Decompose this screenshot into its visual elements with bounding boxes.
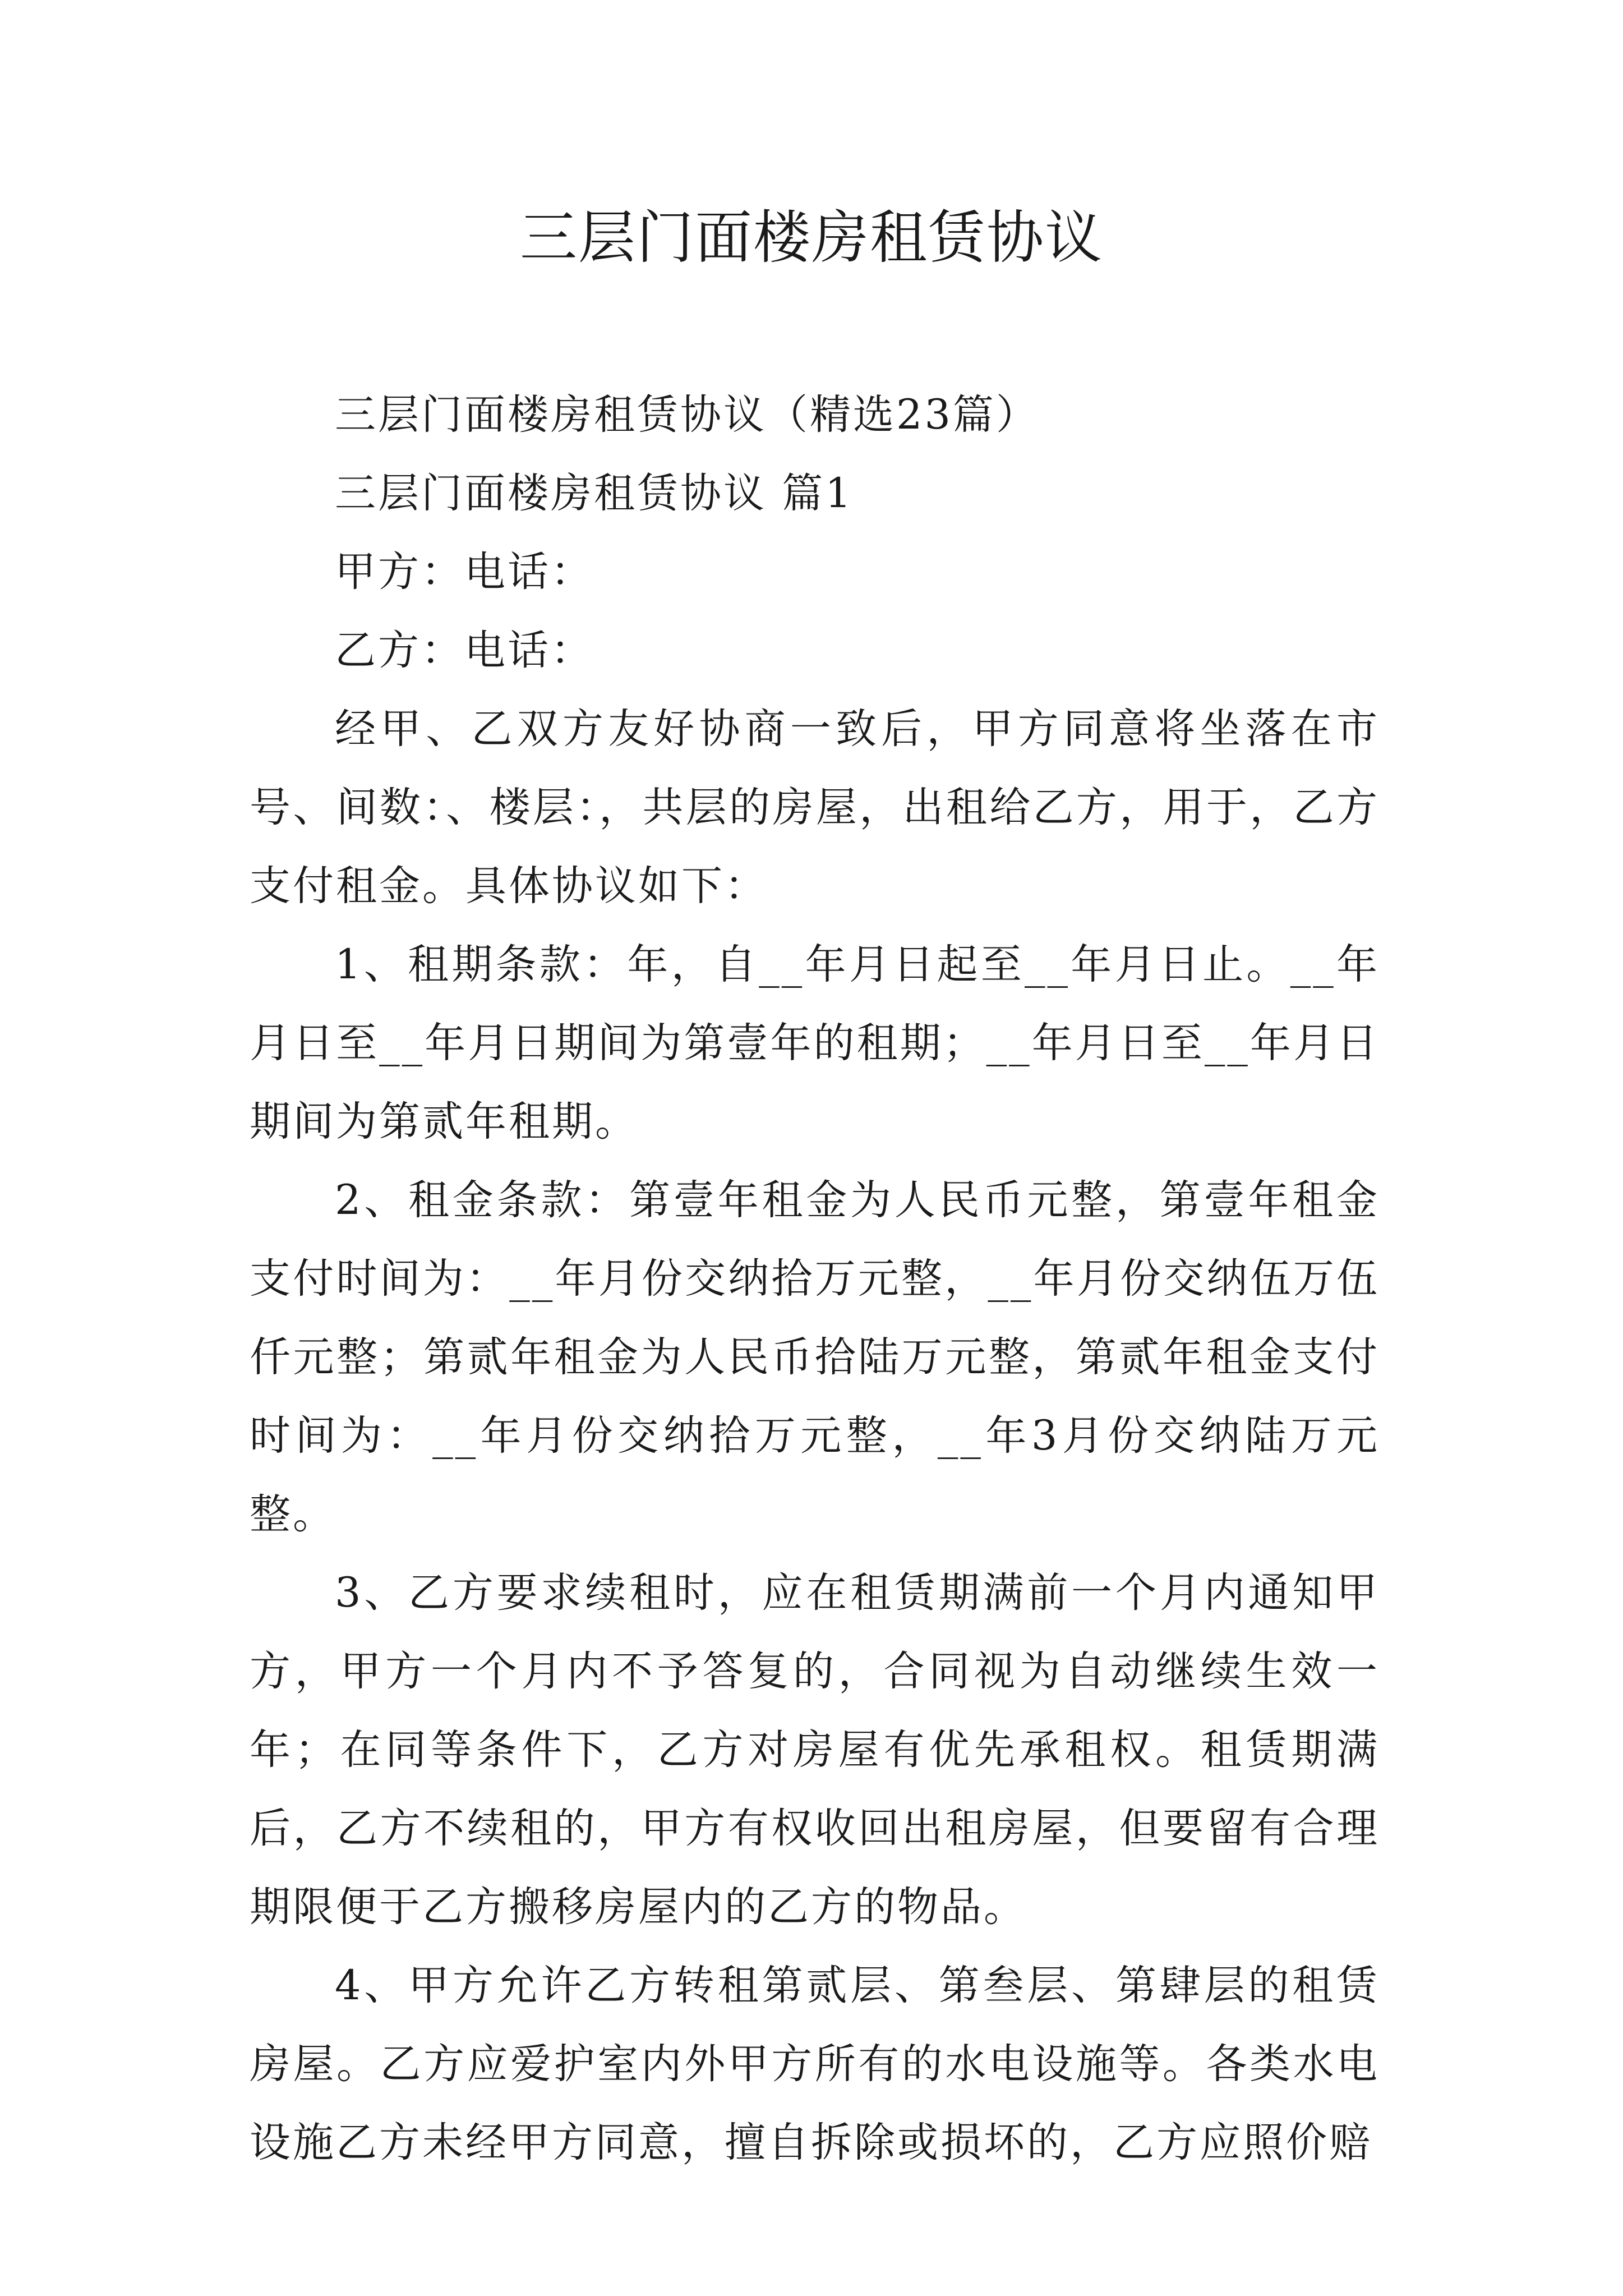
party-a-line: 甲方：电话： (335, 548, 594, 596)
document-body (250, 376, 1380, 2182)
paragraph-clause-1: 1、租期条款：年，自__年月日起至__年月日止。__年月日至__年月日期间为第壹年的租期；__年月日至__年月日期间为第贰年租期。 (250, 941, 1380, 1145)
document-subtitle: 三层门面楼房租赁协议（精选23篇） (335, 391, 1039, 439)
paragraph-intro: 经甲、乙双方友好协商一致后，甲方同意将坐落在市号、间数：、楼层：，共层的房屋，出租给乙方，用于，乙方支付租金。具体协议如下： (250, 705, 1380, 910)
paragraph-clause-2: 2、租金条款：第壹年租金为人民币元整，第壹年租金支付时间为：__年月份交纳拾万元整，__年月份交纳伍万伍仟元整；第贰年租金为人民币拾陆万元整，第贰年租金支付时间为：__年月份交纳拾万元整，__年3月份交纳陆万元整。 (250, 1176, 1380, 1538)
party-b-line: 乙方：电话： (335, 627, 594, 674)
document-title: 三层门面楼房租赁协议 (520, 205, 1103, 272)
paragraph-clause-4: 4、甲方允许乙方转租第贰层、第叁层、第肆层的租赁房屋。乙方应爱护室内外甲方所有的水电设施等。各类水电设施乙方未经甲方同意，擅自拆除或损坏的，乙方应照价赔 (250, 1962, 1380, 2166)
paragraph-clause-3: 3、乙方要求续租时，应在租赁期满前一个月内通知甲方，甲方一个月内不予答复的，合同视为自动继续生效一年；在同等条件下，乙方对房屋有优先承租权。租赁期满后，乙方不续租的，甲方有权收回出租房屋，但要留有合理期限便于乙方搬移房屋内的乙方的物品。 (250, 1569, 1380, 1931)
section-heading: 三层门面楼房租赁协议 篇1 (335, 470, 854, 517)
